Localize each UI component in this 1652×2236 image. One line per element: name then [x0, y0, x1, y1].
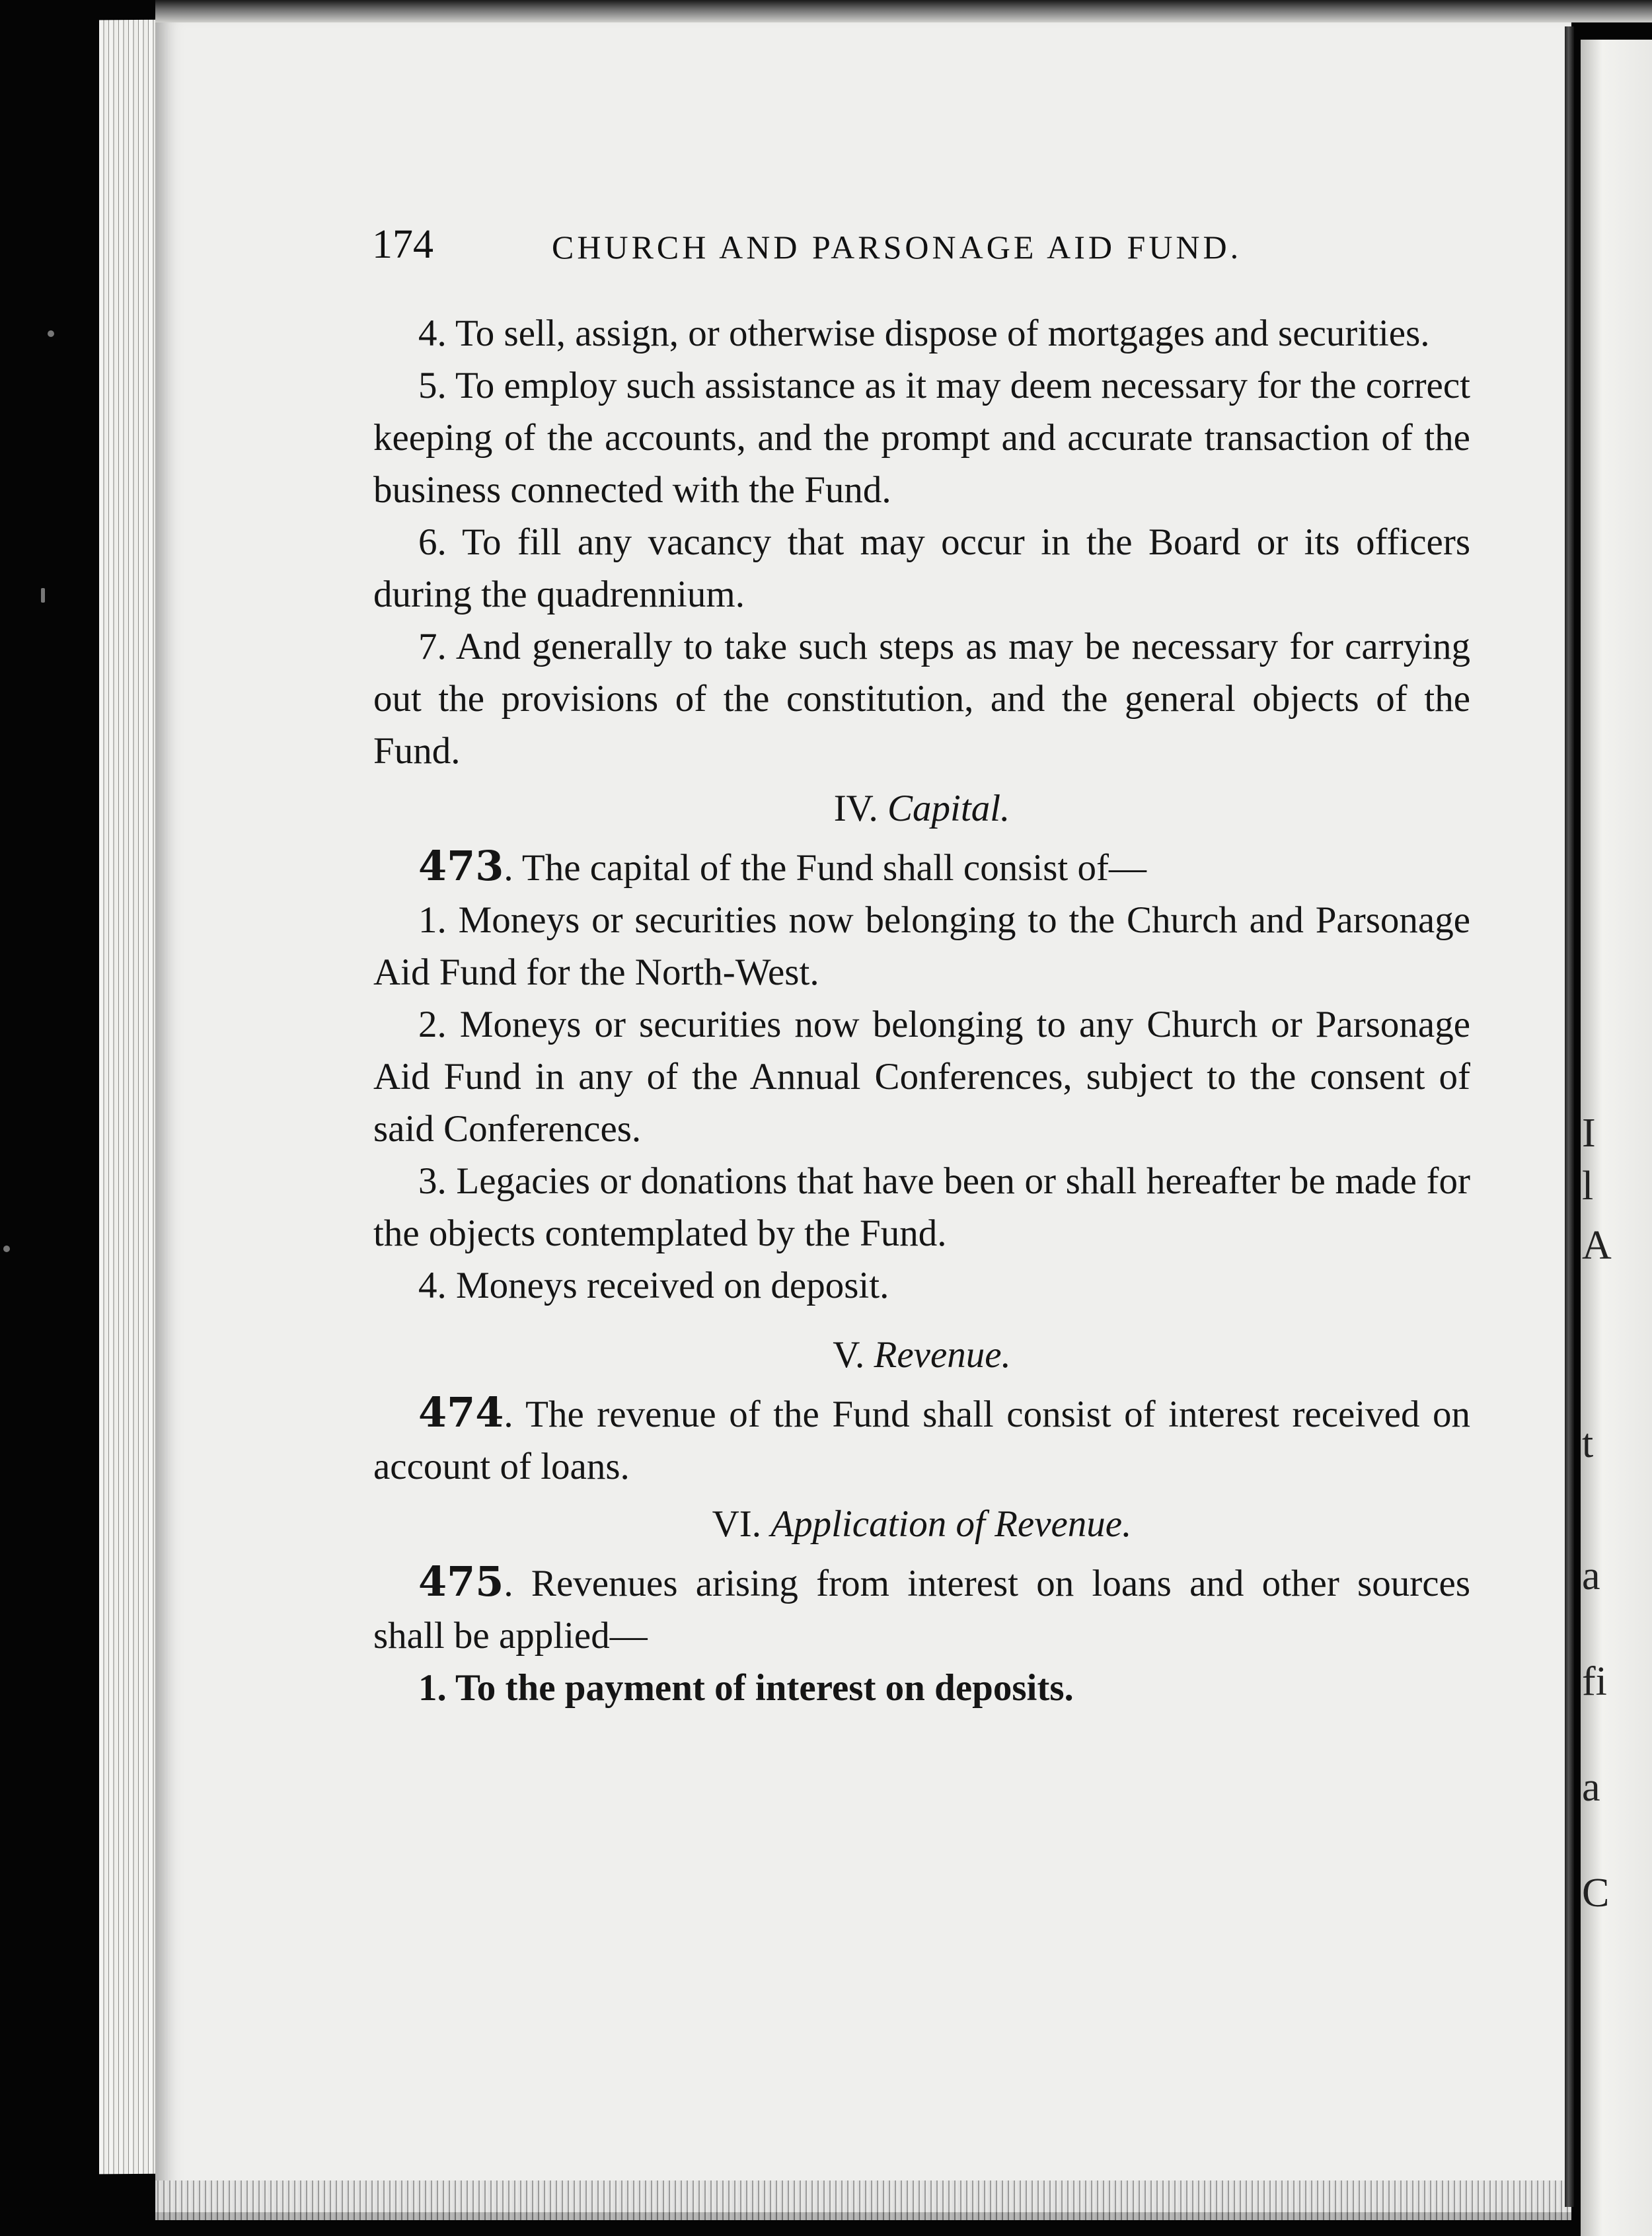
scan-speck [3, 1246, 10, 1252]
section-number: VI. [712, 1503, 762, 1545]
paragraph-number: 475 [418, 1557, 504, 1606]
page-body [373, 307, 1470, 1714]
page-bottom-edge [155, 2180, 1571, 2220]
section-title: Application of Revenue. [770, 1503, 1132, 1545]
scan-speck [48, 330, 54, 337]
paragraph-number: 474 [418, 1388, 504, 1436]
item-4: 4. To sell, assign, or otherwise dispose of mortgages and securities. [418, 313, 1430, 354]
gutter-fold [1565, 26, 1574, 2207]
facing-fragment: a [1582, 1765, 1600, 1810]
paragraph-474 [373, 1386, 1470, 1493]
facing-fragment: C [1582, 1871, 1610, 1916]
page-top-edge [155, 0, 1652, 22]
facing-fragment: I [1582, 1111, 1596, 1156]
paragraph-number: 473 [418, 842, 504, 890]
facing-fragment: l [1582, 1164, 1594, 1209]
paragraph-473 [373, 840, 1470, 894]
scan-speck [41, 588, 45, 603]
facing-page [1581, 40, 1652, 2236]
section-number: IV. [833, 788, 878, 829]
section-heading-revenue [373, 1329, 1470, 1381]
paragraph-text: . Revenues arising from interest on loans and other sources shall be applied— [373, 1563, 1470, 1657]
capital-item-3: 3. Legacies or donations that have been or shall hereafter be made for the objects contemplated by the Fund. [373, 1160, 1470, 1254]
paragraph-475 [373, 1555, 1470, 1662]
capital-item-1: 1. Moneys or securities now belonging to the Church and Parsonage Aid Fund for the North-West. [373, 899, 1470, 993]
application-item-1: 1. To the payment of interest on deposits. [418, 1667, 1074, 1709]
section-heading-capital [373, 782, 1470, 835]
facing-fragment: a [1582, 1553, 1600, 1598]
section-title: Capital. [887, 788, 1010, 829]
capital-item-4: 4. Moneys received on deposit. [418, 1265, 889, 1306]
section-title: Revenue. [874, 1334, 1011, 1376]
facing-fragment: fi [1582, 1659, 1607, 1704]
paragraph-text: . The capital of the Fund shall consist of— [504, 847, 1146, 889]
capital-item-2: 2. Moneys or securities now belonging to any Church or Parsonage Aid Fund in any of the Annual Conferences, subject to the consent of said Conferences. [373, 1004, 1470, 1150]
facing-fragment: A [1582, 1223, 1612, 1268]
paragraph-text: . The revenue of the Fund shall consist of interest received on account of loans. [373, 1394, 1470, 1487]
facing-fragment: t [1582, 1421, 1594, 1466]
item-7: 7. And generally to take such steps as may be necessary for carrying out the provisions of the constitution, and the general objects of the Fund. [373, 626, 1470, 772]
section-number: V. [833, 1334, 865, 1376]
page-number: 174 [372, 222, 433, 267]
item-6: 6. To fill any vacancy that may occur in the Board or its officers during the quadrennium. [373, 521, 1470, 615]
section-heading-application [373, 1498, 1470, 1550]
item-5: 5. To employ such assistance as it may deem necessary for the correct keeping of the accounts, and the prompt and accurate transaction of the business connected with the Fund. [373, 365, 1470, 511]
running-title: CHURCH AND PARSONAGE AID FUND. [552, 229, 1242, 266]
